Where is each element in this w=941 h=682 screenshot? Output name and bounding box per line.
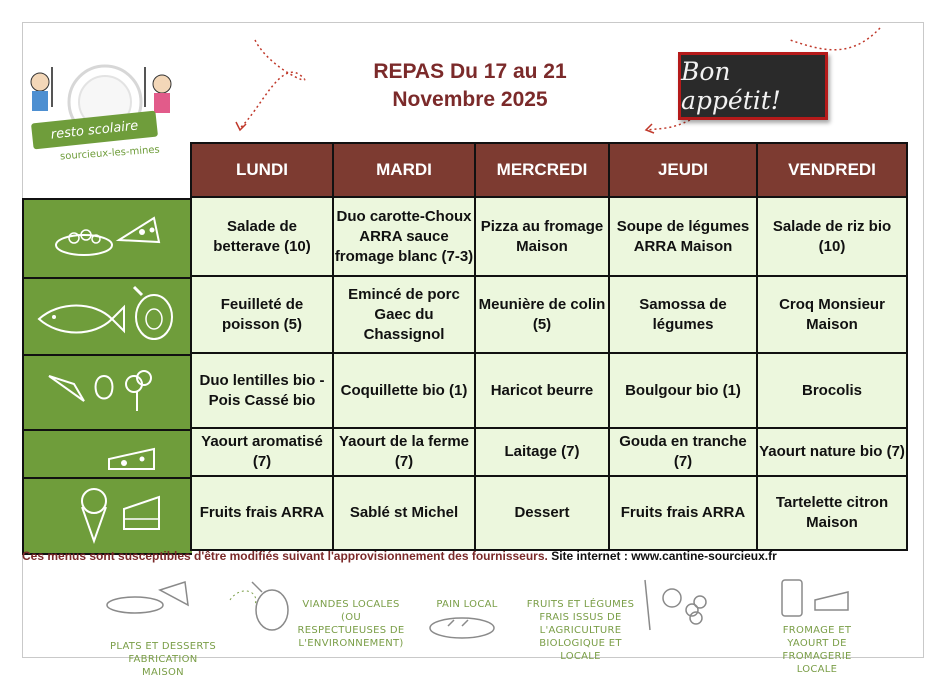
days-header-row <box>191 143 907 197</box>
menu-cell: Sablé st Michel <box>333 476 475 550</box>
disclaimer-text: Ces menus sont susceptibles d'être modifiés suivant l'approvisionnement des fournisseurs. <box>22 549 548 563</box>
footer-fruits-vegetables: FRUITS ET LÉGUMES FRAIS ISSUS DE L'AGRICULTURE BIOLOGIQUE ET LOCALE <box>526 599 635 662</box>
salad-pizza-icon <box>24 200 190 277</box>
menu-cell: Haricot beurre <box>475 353 609 428</box>
menu-cell: Croq Monsieur Maison <box>757 276 907 353</box>
pie-icon <box>107 582 188 613</box>
fruits-icon <box>645 580 706 630</box>
category-starter <box>24 200 192 279</box>
table-row <box>191 197 907 276</box>
logo-name: resto scolaire <box>31 111 158 150</box>
category-dairy <box>24 431 192 479</box>
table-row <box>191 428 907 476</box>
menu-cell: Salade de betterave (10) <box>191 197 333 276</box>
menu-cell: Salade de riz bio (10) <box>757 197 907 276</box>
menu-cell: Meunière de colin (5) <box>475 276 609 353</box>
footer-local-bread: PAIN LOCAL <box>436 599 498 610</box>
day-header: VENDREDI <box>757 143 907 197</box>
menu-cell: Gouda en tranche (7) <box>609 428 757 476</box>
website-text: Site internet : www.cantine-sourcieux.fr <box>551 549 777 563</box>
menu-cell: Fruits frais ARRA <box>191 476 333 550</box>
dessert-icon <box>24 479 190 551</box>
menu-cell: Soupe de légumes ARRA Maison <box>609 197 757 276</box>
category-column <box>22 198 192 555</box>
menu-cell: Boulgour bio (1) <box>609 353 757 428</box>
menu-cell: Samossa de légumes <box>609 276 757 353</box>
category-dessert <box>24 479 192 553</box>
menu-cell: Yaourt de la ferme (7) <box>333 428 475 476</box>
cheese-icon <box>24 431 190 477</box>
bon-appetit-badge: Bon appétit! <box>678 52 828 120</box>
table-row <box>191 353 907 428</box>
table-row <box>191 476 907 550</box>
title-line-1: REPAS Du 17 au 21 <box>373 60 567 83</box>
bread-icon <box>430 618 494 638</box>
menu-table <box>190 142 908 551</box>
menu-cell: Yaourt aromatisé (7) <box>191 428 333 476</box>
menu-cell: Brocolis <box>757 353 907 428</box>
day-header: MERCREDI <box>475 143 609 197</box>
menu-cell: Pizza au fromage Maison <box>475 197 609 276</box>
menu-cell: Laitage (7) <box>475 428 609 476</box>
table-row <box>191 276 907 353</box>
title-line-2: Novembre 2025 <box>392 88 548 111</box>
fish-meat-icon <box>24 279 190 354</box>
page-title <box>335 58 605 114</box>
menu-cell: Tartelette citron Maison <box>757 476 907 550</box>
vegetables-icon <box>24 356 190 429</box>
menu-cell: Fruits frais ARRA <box>609 476 757 550</box>
menu-cell: Emincé de porc Gaec du Chassignol <box>333 276 475 353</box>
menu-cell: Duo lentilles bio - Pois Cassé bio <box>191 353 333 428</box>
footer-cheese-yogurt: FROMAGE ET YAOURT DE FROMAGERIE LOCALE <box>782 625 852 675</box>
footer-local-meat: VIANDES LOCALES (OU RESPECTUEUSES DE L'ENVIRONNEMENT) <box>297 599 405 649</box>
menu-cell: Dessert <box>475 476 609 550</box>
logo-town: sourcieux-les-mines <box>59 144 161 163</box>
day-header: LUNDI <box>191 143 333 197</box>
day-header: JEUDI <box>609 143 757 197</box>
menu-cell: Duo carotte-Choux ARRA sauce fromage blanc (7-3) <box>333 197 475 276</box>
day-header: MARDI <box>333 143 475 197</box>
resto-scolaire-logo <box>20 62 180 172</box>
menu-cell: Coquillette bio (1) <box>333 353 475 428</box>
ham-icon <box>252 582 288 630</box>
footer-homemade: PLATS ET DESSERTS FABRICATION MAISON <box>110 641 216 678</box>
category-vegetables <box>24 356 192 431</box>
category-main <box>24 279 192 356</box>
cheese-jar-icon <box>782 580 848 616</box>
menu-cell: Feuilleté de poisson (5) <box>191 276 333 353</box>
menu-cell: Yaourt nature bio (7) <box>757 428 907 476</box>
